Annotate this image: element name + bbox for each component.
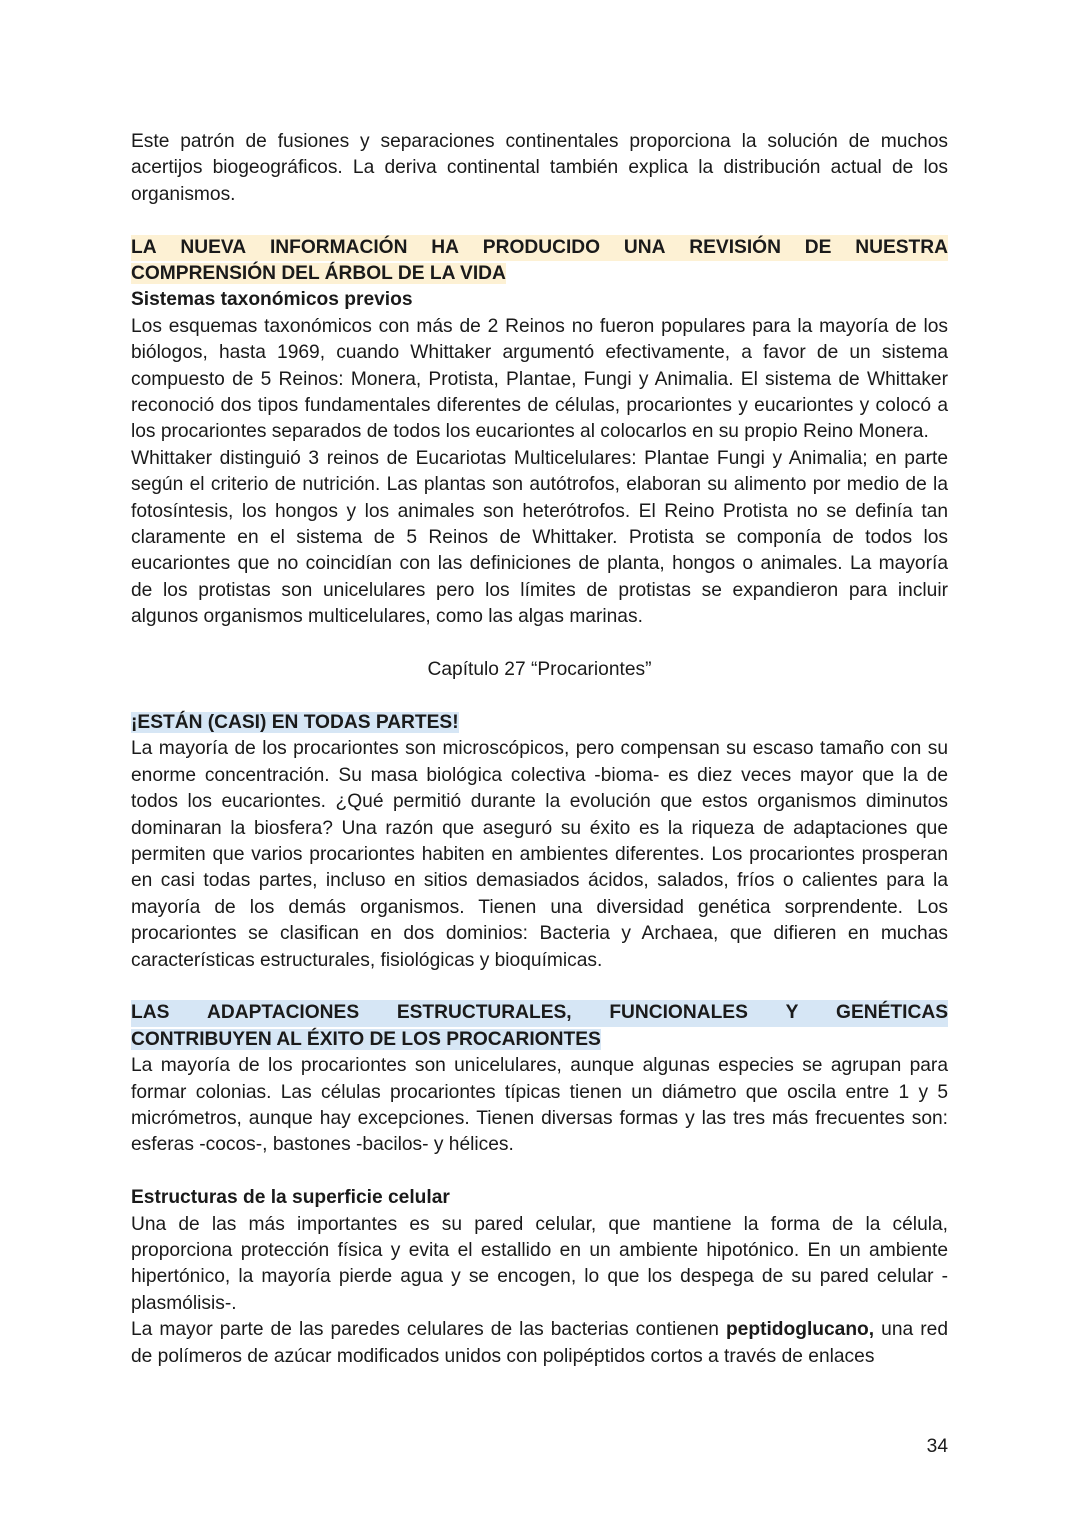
- spacer: [131, 208, 948, 234]
- text-run: una red de polímeros de azúcar modificados unidos con polipéptidos cortos a través de enlaces: [131, 1319, 948, 1367]
- heading-line-2-text: CONTRIBUYEN AL ÉXITO DE LOS PROCARIONTES: [131, 1028, 601, 1050]
- heading-word: LAS: [131, 1002, 170, 1024]
- heading-word: ESTRUCTURALES,: [396, 1002, 572, 1024]
- bold-term-peptidoglycan: peptidoglucano,: [725, 1319, 875, 1341]
- section-heading-adaptations: [131, 1000, 948, 1053]
- section-heading-everywhere: [131, 710, 948, 736]
- spacer: [131, 974, 948, 1000]
- heading-line-2-text: COMPRENSIÓN DEL ÁRBOL DE LA VIDA: [131, 263, 506, 285]
- heading-word: REVISIÓN: [689, 236, 781, 258]
- heading-word: HA: [431, 236, 459, 258]
- heading-line-2: [131, 261, 948, 287]
- heading-word: GENÉTICAS: [836, 1002, 948, 1024]
- text-run: La mayor parte de las paredes celulares de las bacterias contienen: [131, 1319, 726, 1341]
- heading-word: NUESTRA: [855, 236, 948, 258]
- paragraph-microscopic: La mayoría de los procariontes son microscópicos, pero compensan su escaso tamaño con su enorme concentración. Su masa biológica colectiva -bioma- es diez veces mayor que la de todos los eucariontes. ¿Qué permitió durante la evolución que estos organismos diminutos dominaran la biosfera? Una razón que aseguró su éxito es la riqueza de adaptaciones que permiten que varios procariontes habiten en ambientes diferentes. Los procariontes prosperan en casi todas partes, incluso en sitios demasiados ácidos, salados, fríos o calientes para la mayoría de los demás organismos. Tienen una diversidad genética sorprendente. Los procariontes se clasifican en dos dominios: Bacteria y Archaea, que difieren en muchas características estructurales, fisiológicas y bioquímicas.: [131, 738, 948, 971]
- chapter-title: Capítulo 27 “Procariontes”: [427, 659, 652, 681]
- subheading-cell-surface: Estructuras de la superficie celular: [131, 1187, 450, 1209]
- heading-word: UNA: [623, 236, 666, 258]
- document-page: [131, 129, 948, 1370]
- heading-word: FUNCIONALES: [609, 1002, 748, 1024]
- spacer: [131, 684, 948, 710]
- heading-word: DE: [804, 236, 832, 258]
- paragraph-unicellular: La mayoría de los procariontes son unicelulares, aunque algunas especies se agrupan para formar colonias. Las células procariontes típicas tienen un diámetro que oscila entre 1 y 5 micrómetros, aunque hay excepciones. Tienen diversas formas y las tres más frecuentes son: esferas -cocos-, bastones -bacilos- y hélices.: [131, 1055, 948, 1156]
- heading-word: ADAPTACIONES: [207, 1002, 360, 1024]
- paragraph-peptidoglycan: [131, 1317, 948, 1370]
- heading-line-1: [131, 235, 948, 261]
- heading-word: PRODUCIDO: [482, 236, 601, 258]
- heading-line-1: [131, 1000, 948, 1026]
- page-number: 34: [926, 1436, 948, 1457]
- paragraph-whittaker-1: Los esquemas taxonómicos con más de 2 Reinos no fueron populares para la mayoría de los biólogos, hasta 1969, cuando Whittaker argumentó efectivamente, a favor de un sistema compuesto de 5 Reinos: Monera, Protista, Plantae, Fungi y Animalia. El sistema de Whittaker reconoció dos tipos fundamentales diferentes de células, procariontes y eucariontes y colocó a los procariontes separados de todos los eucariontes al colocarlos en su propio Reino Monera.: [131, 315, 948, 443]
- section-heading-everywhere-text: ¡ESTÁN (CASI) EN TODAS PARTES!: [131, 711, 459, 733]
- heading-line-2: [131, 1027, 948, 1053]
- spacer: [131, 1159, 948, 1185]
- paragraph-whittaker-2: Whittaker distinguió 3 reinos de Eucariotas Multicelulares: Plantae Fungi y Animalia; en parte según el criterio de nutrición. Las plantas son autótrofos, elaboran su alimento por medio de la fotosíntesis, los hongos y los animales son heterótrofos. El Reino Protista no se definía tan claramente en el sistema de 5 Reinos de Whittaker. Protista se componía de todos los eucariontes que no coincidían con las definiciones de planta, hongos o animales. La mayoría de los protistas son unicelulares pero los límites de protistas se expandieron para incluir algunos organismos multicelulares, como las algas marinas.: [131, 447, 948, 628]
- heading-word: NUEVA: [180, 236, 247, 258]
- section-heading-tree-of-life: [131, 235, 948, 288]
- heading-word: INFORMACIÓN: [269, 236, 408, 258]
- spacer: [131, 631, 948, 657]
- intro-paragraph: Este patrón de fusiones y separaciones continentales proporciona la solución de muchos acertijos biogeográficos. La deriva continental también explica la distribución actual de los organismos.: [131, 131, 948, 205]
- heading-word: Y: [785, 1002, 799, 1024]
- subheading-taxonomic-systems: Sistemas taxonómicos previos: [131, 289, 413, 311]
- heading-word: LA: [131, 236, 157, 258]
- paragraph-cell-wall: Una de las más importantes es su pared celular, que mantiene la forma de la célula, proporciona protección física y evita el estallido en un ambiente hipotónico. En un ambiente hipertónico, la mayoría pierde agua y se encogen, lo que los despega de su pared celular -plasmólisis-.: [131, 1213, 948, 1314]
